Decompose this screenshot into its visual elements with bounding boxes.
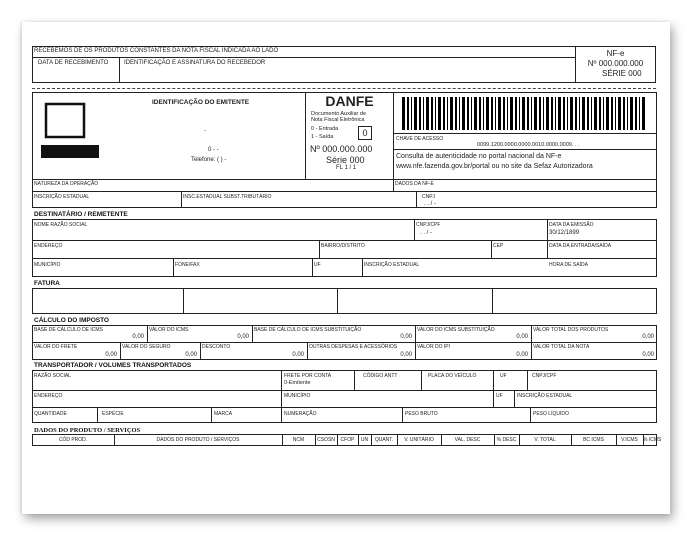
barcode-bar [534, 97, 537, 130]
barcode-bar [419, 97, 421, 130]
barcode-bar [474, 97, 477, 130]
valor-icms-value: 0,00 [237, 334, 249, 340]
frete-label: VALOR DO FRETE [34, 344, 78, 350]
barcode-bar [603, 97, 604, 130]
dest-municipio-label: MUNICÍPIO [34, 262, 61, 268]
barcode-bar [623, 97, 625, 130]
dest-uf-label: UF [314, 262, 321, 268]
barcode-bar [543, 97, 544, 130]
barcode-bar [486, 97, 489, 130]
cnpj-value: . . / - [424, 201, 436, 207]
ipi-label: VALOR DO IPI [417, 344, 450, 350]
emitente-telefone: Telefone: ( ) - [191, 157, 227, 163]
barcode-bar [639, 97, 640, 130]
consulta-line1: Consulta de autenticidade no portal nacional da NF-e [396, 153, 562, 160]
transp-ie-label: INSCRIÇÃO ESTADUAL [517, 393, 573, 399]
valor-st-value: 0,00 [516, 334, 528, 340]
barcode-bar [459, 97, 460, 130]
barcode-bar [447, 97, 448, 130]
barcode-bar [579, 97, 580, 130]
produtos-col-header: CÓD PROD. [58, 437, 88, 443]
dest-endereco-label: ENDEREÇO [34, 243, 63, 249]
transp-frete-label: FRETE POR CONTA [284, 373, 332, 379]
barcode-bar [503, 97, 505, 130]
produtos-title: DADOS DO PRODUTO / SERVIÇOS [34, 427, 141, 434]
canhoto-numero: Nº 000.000.000 [587, 59, 644, 68]
seguro-value: 0,00 [185, 352, 197, 358]
barcode-bar [575, 97, 577, 130]
canhoto-header: RECEBEMOS DE OS PRODUTOS CONSTANTES DA NOTA FISCAL INDICADA AO LADO [34, 48, 279, 54]
transp-frete-value: 0-Emitente [284, 380, 311, 386]
produtos-col-header: V. TOTAL [534, 437, 556, 443]
produtos-col-header: CFOP [340, 437, 355, 443]
produtos-col-header: CSOSN [317, 437, 335, 443]
data-recebimento-label: DATA DE RECEBIMENTO [38, 60, 109, 66]
barcode-bar [591, 97, 592, 130]
barcode-bar [471, 97, 472, 130]
frete-value: 0,00 [105, 352, 117, 358]
outras-value: 0,00 [400, 352, 412, 358]
barcode-bar [627, 97, 628, 130]
inscricoes-box [32, 191, 657, 208]
barcode-bar [527, 97, 529, 130]
base-icms-label: BASE DE CÁLCULO DE ICMS [34, 327, 103, 333]
barcode-bar [599, 97, 601, 130]
danfe-sheet [22, 22, 670, 514]
transp-razao-label: RAZÃO SOCIAL [34, 373, 71, 379]
barcode-bar [582, 97, 585, 130]
barcode-bar [455, 97, 457, 130]
dados-nfe-label: DADOS DA NF-E [395, 181, 434, 187]
barcode-bar [443, 97, 445, 130]
barcode-bar [407, 97, 409, 130]
barcode-bar [606, 97, 609, 130]
dest-cnpj-label: CNPJ/CPF [416, 222, 441, 228]
barcode-bar [507, 97, 508, 130]
barcode-bar [567, 97, 568, 130]
total-nota-label: VALOR TOTAL DA NOTA [533, 344, 590, 350]
produtos-col-header: DADOS DO PRODUTO / SERVIÇOS [156, 437, 240, 443]
transp-numeracao-label: NUMERAÇÃO [284, 411, 317, 417]
transp-endereco-label: ENDEREÇO [34, 393, 63, 399]
dest-cnpj-value: . . / - [420, 230, 432, 236]
barcode-bar [587, 97, 589, 130]
dest-bairro-label: BAIRRO/DISTRITO [321, 243, 365, 249]
barcode-bar [615, 97, 616, 130]
danfe-saida: 1 - Saída [311, 134, 334, 140]
barcode-bar [491, 97, 493, 130]
barcode-bar [435, 97, 436, 130]
barcode-bar [431, 97, 433, 130]
dest-data-emissao-label: DATA DA EMISSÃO [549, 222, 594, 228]
total-produtos-value: 0,00 [642, 334, 654, 340]
barcode-bar [555, 97, 556, 130]
danfe-numero: Nº 000.000.000 [310, 144, 373, 154]
produtos-col-header: BC ICMS [583, 437, 604, 443]
produtos-col-header: NCM [292, 437, 305, 443]
transp-peso-liquido-label: PESO LÍQUIDO [533, 411, 569, 417]
barcode-bar [423, 97, 424, 130]
identificacao-recebedor-label: IDENTIFICAÇÃO E ASSINATURA DO RECEBEDOR [124, 60, 266, 66]
canhoto-nfe: NF-e [606, 49, 625, 58]
barcode-bar [467, 97, 469, 130]
dest-data-emissao-value: 30/12/1899 [549, 230, 580, 236]
total-nota-value: 0,00 [642, 352, 654, 358]
barcode-bar [635, 97, 637, 130]
natureza-label: NATUREZA DA OPERAÇÃO [34, 181, 99, 187]
dest-fone-label: FONE/FAX [175, 262, 200, 268]
desconto-value: 0,00 [292, 352, 304, 358]
produtos-col-header: V.ICMS [621, 437, 638, 443]
barcode-bar [594, 97, 597, 130]
consulta-line2: www.nfe.fazenda.gov.br/portal ou no site da Sefaz Autorizadora [396, 163, 593, 170]
produtos-col-header: % ICMS [643, 437, 662, 443]
transp-placa-label: PLACA DO VEÍCULO [428, 373, 477, 379]
produtos-col-header: V. UNITÁRIO [404, 437, 434, 443]
barcode-bar [402, 97, 405, 130]
transp-municipio-label: MUNICÍPIO [284, 393, 311, 399]
destinatario-title: DESTINATÁRIO / REMETENTE [34, 211, 128, 218]
ie-st-label: INSC.ESTADUAL SUBST.TRIBUTÁRIO [183, 194, 272, 200]
base-st-label: BASE DE CÁLCULO DE ICMS SUBSTITUIÇÃO [254, 327, 362, 333]
barcode-bar [479, 97, 481, 130]
valor-st-label: VALOR DO ICMS SUBSTITUIÇÃO [417, 327, 495, 333]
cnpj-label: CNPJ [422, 194, 436, 200]
seguro-label: VALOR DO SEGURO [122, 344, 171, 350]
canhoto-serie: SÉRIE 000 [602, 69, 642, 78]
transp-peso-bruto-label: PESO BRUTO [405, 411, 438, 417]
emitente-cep: 0 - - [208, 147, 219, 153]
base-icms-value: 0,00 [132, 334, 144, 340]
barcode-bar [558, 97, 561, 130]
barcode-bar [462, 97, 465, 130]
dest-nome-label: NOME RAZÃO SOCIAL [34, 222, 88, 228]
chave-value: 0099.1200.0000.0000.0010.0000.0009. . . [477, 142, 580, 148]
danfe-folha: FL 1 / 1 [336, 165, 357, 171]
dest-data-entrada-label: DATA DA ENTRADA/SAÍDA [549, 243, 612, 249]
barcode [402, 97, 646, 130]
desconto-label: DESCONTO [202, 344, 231, 350]
emitente-logo [40, 102, 100, 160]
transp-uf2-label: UF [496, 393, 503, 399]
danfe-sub1: Documento Auxiliar de [311, 111, 367, 117]
total-produtos-label: VALOR TOTAL DOS PRODUTOS [533, 327, 609, 333]
barcode-bar [539, 97, 541, 130]
danfe-tipo: 0 [358, 126, 372, 140]
transportador-title: TRANSPORTADOR / VOLUMES TRANSPORTADOS [34, 362, 192, 369]
barcode-bar [515, 97, 517, 130]
dest-cep-label: CEP [493, 243, 504, 249]
barcode-bar [630, 97, 633, 130]
transp-especie-label: ESPÉCIE [102, 411, 124, 417]
danfe-sub2: Nota Fiscal Eletrônica [311, 117, 365, 123]
transp-marca-label: MARCA [214, 411, 233, 417]
barcode-bar [450, 97, 453, 130]
fatura-box [32, 288, 657, 314]
emitente-dot: - [204, 128, 206, 134]
barcode-bar [411, 97, 412, 130]
barcode-bar [522, 97, 525, 130]
ie-label: INSCRIÇÃO ESTADUAL [34, 194, 90, 200]
produtos-col-header: VAL. DESC [454, 437, 481, 443]
danfe-entrada: 0 - Entrada [311, 126, 339, 132]
dest-hora-label: HORA DE SAÍDA [549, 262, 588, 268]
produtos-col-header: % DESC [496, 437, 517, 443]
cut-line [32, 88, 656, 89]
emitente-title: IDENTIFICAÇÃO DO EMITENTE [152, 99, 250, 106]
barcode-bar [546, 97, 549, 130]
barcode-bar [563, 97, 565, 130]
transp-cnpj-label: CNPJ/CPF [532, 373, 557, 379]
barcode-bar [438, 97, 441, 130]
danfe-title: DANFE [325, 93, 374, 109]
barcode-bar [531, 97, 532, 130]
danfe-serie: Série 000 [326, 155, 365, 165]
produtos-col-header: QUANT. [374, 437, 394, 443]
produtos-col-header: UN [360, 437, 369, 443]
imposto-title: CÁLCULO DO IMPOSTO [34, 317, 109, 324]
barcode-bar [519, 97, 520, 130]
barcode-bar [426, 97, 429, 130]
barcode-bar [642, 97, 645, 130]
barcode-bar [414, 97, 417, 130]
outras-label: OUTRAS DESPESAS E ACESSÓRIOS [309, 344, 398, 350]
valor-icms-label: VALOR DO ICMS [149, 327, 189, 333]
barcode-bar [611, 97, 613, 130]
barcode-bar [510, 97, 513, 130]
barcode-bar [570, 97, 573, 130]
dest-ie-label: INSCRIÇÃO ESTADUAL [364, 262, 420, 268]
barcode-bar [498, 97, 501, 130]
fatura-title: FATURA [34, 280, 60, 287]
transp-antt-label: CÓDIGO ANTT [363, 373, 398, 379]
transp-uf-label: UF [500, 373, 507, 379]
base-st-value: 0,00 [400, 334, 412, 340]
ipi-value: 0,00 [516, 352, 528, 358]
barcode-bar [483, 97, 484, 130]
barcode-bar [551, 97, 553, 130]
transp-quantidade-label: QUANTIDADE [34, 411, 67, 417]
chave-label: CHAVE DE ACESSO [396, 136, 444, 142]
barcode-bar [495, 97, 496, 130]
barcode-bar [618, 97, 621, 130]
